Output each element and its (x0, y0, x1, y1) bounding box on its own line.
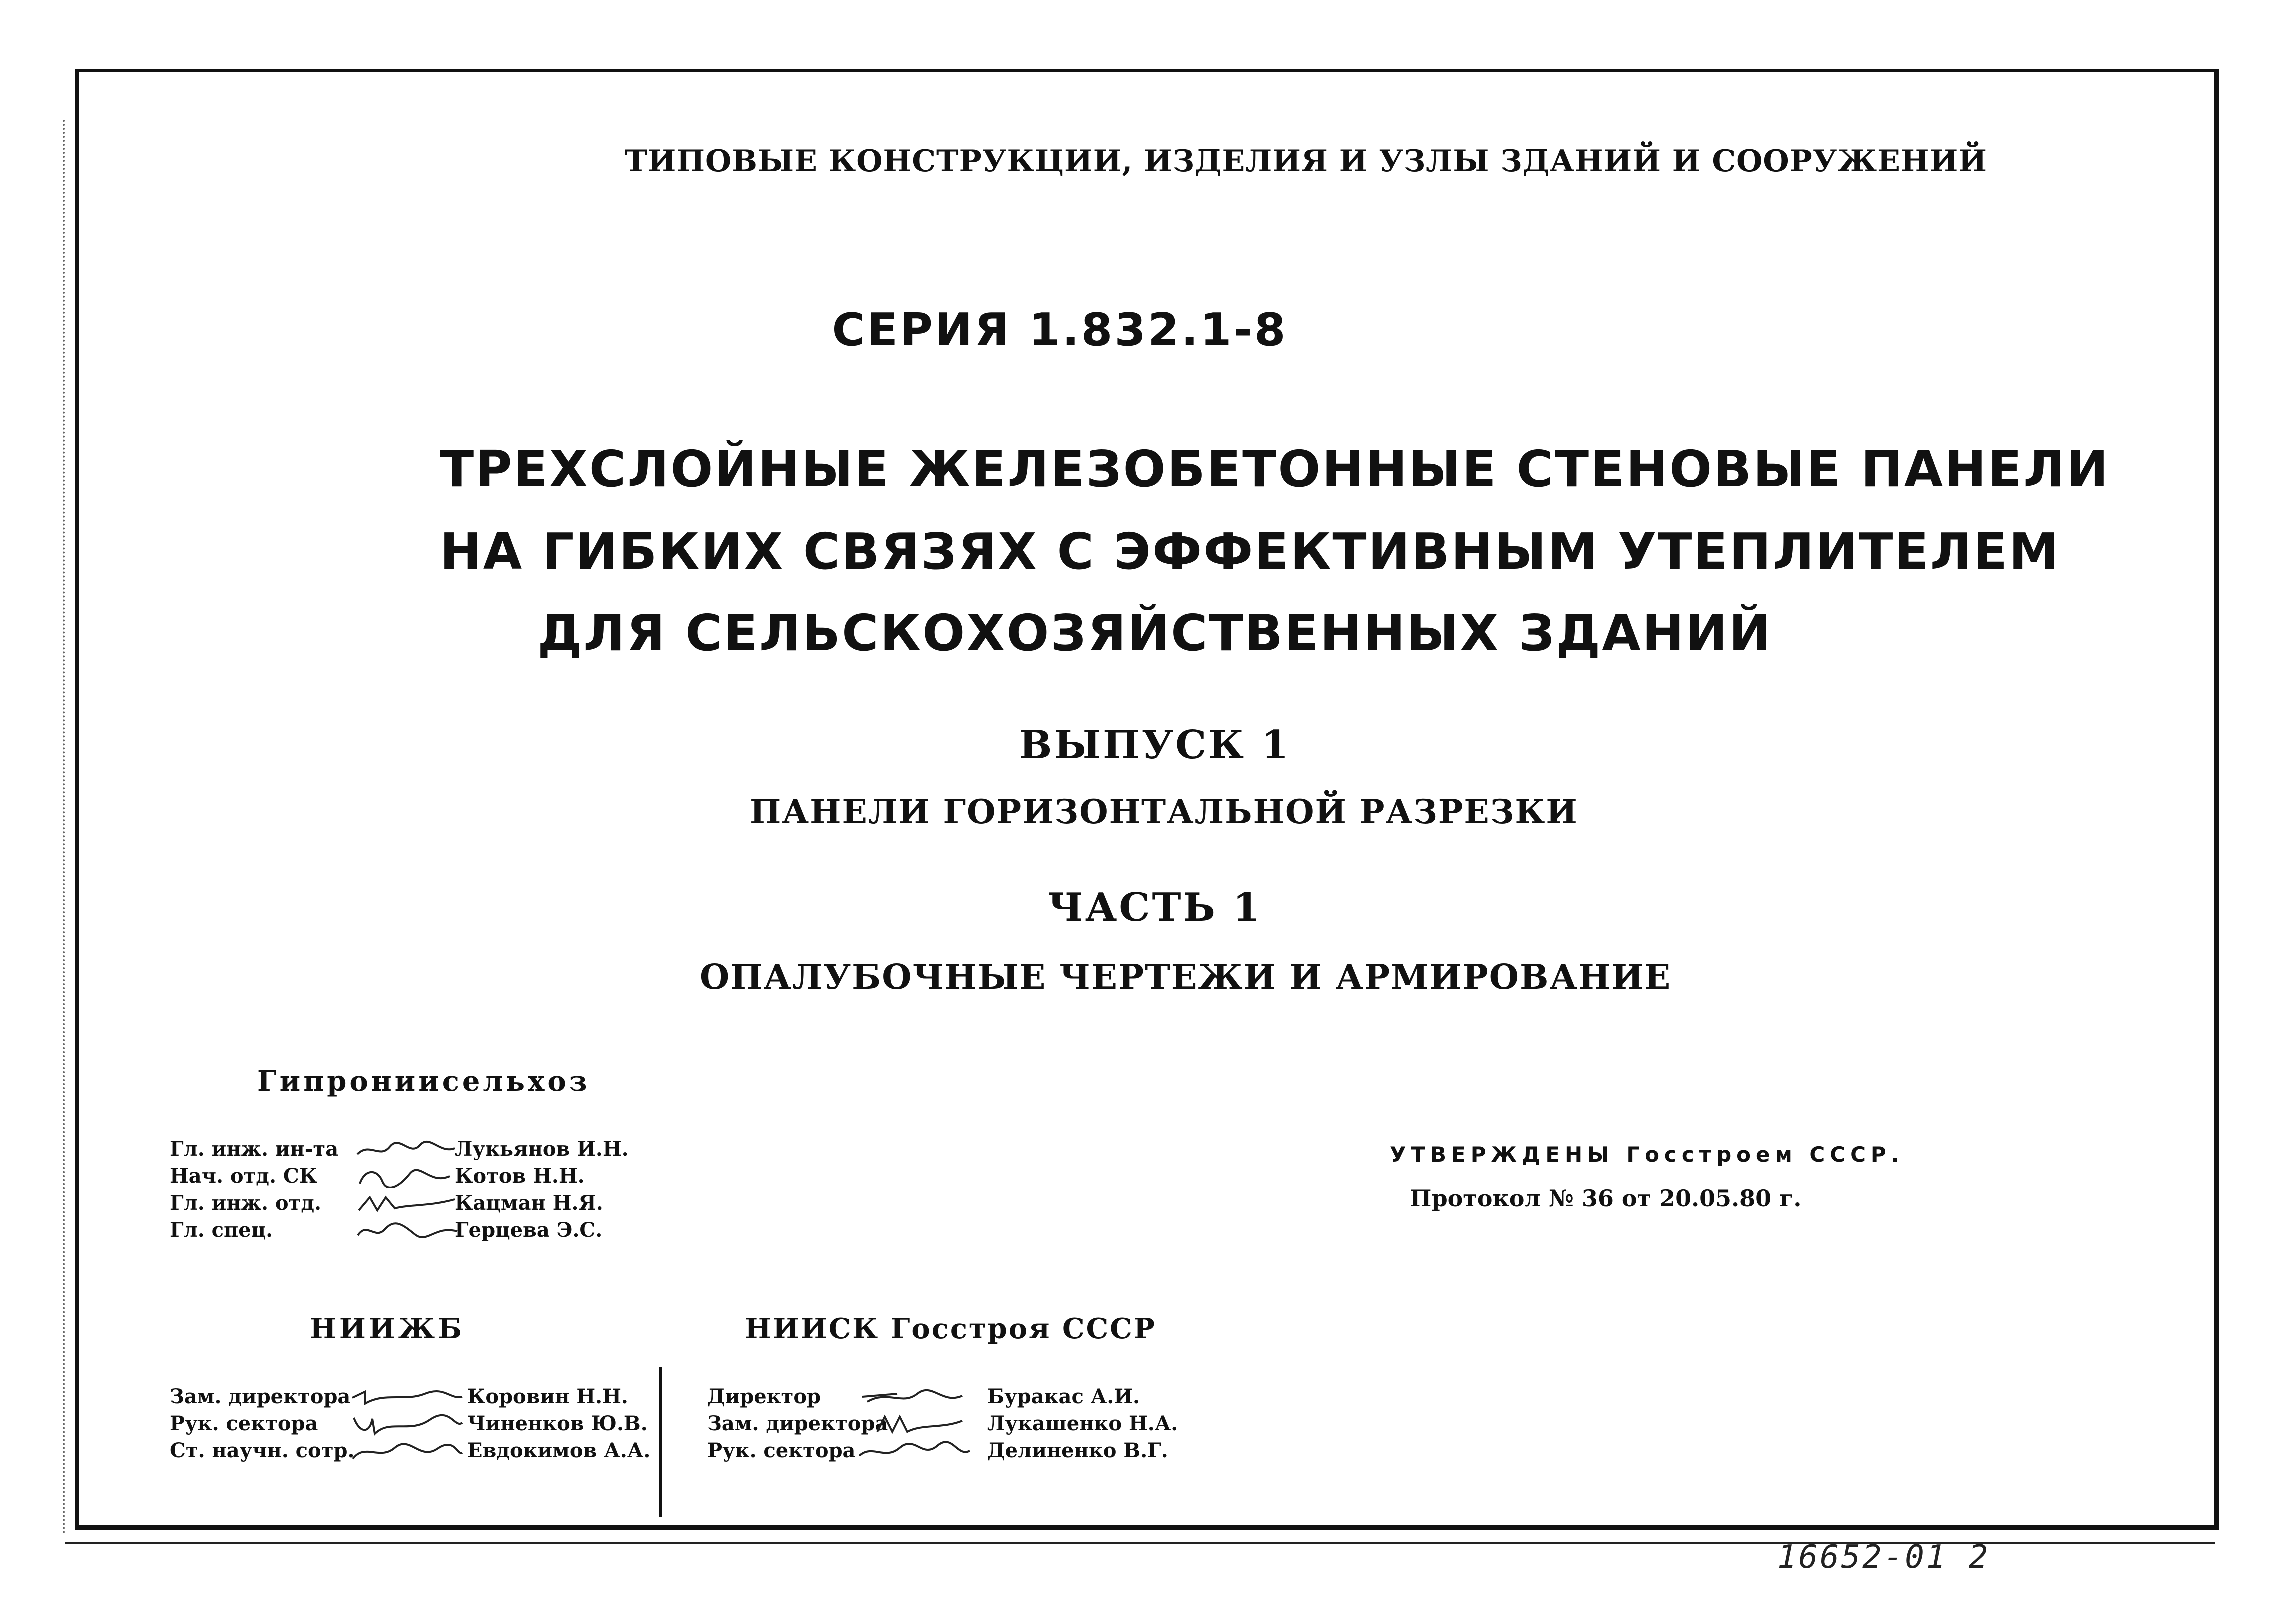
issue-subtitle: ПАНЕЛИ ГОРИЗОНТАЛЬНОЙ РАЗРЕЗКИ (750, 792, 1578, 831)
top-title: ТИПОВЫЕ КОНСТРУКЦИИ, ИЗДЕЛИЯ И УЗЛЫ ЗДАНИЙ И СООРУЖЕНИЙ (625, 144, 1987, 179)
series-number: СЕРИЯ 1.832.1-8 (832, 304, 1288, 356)
signature-icon (355, 1220, 470, 1242)
main-title-line-3: ДЛЯ СЕЛЬСКОХОЗЯЙСТВЕННЫХ ЗДАНИЙ (537, 604, 1772, 662)
issue-label: ВЫПУСК 1 (1019, 722, 1291, 768)
part-subtitle: ОПАЛУБОЧНЫЕ ЧЕРТЕЖИ И АРМИРОВАНИЕ (700, 957, 1672, 997)
staff-role: Рук. сектора (170, 1412, 318, 1435)
staff-name: Герцева Э.С. (455, 1218, 603, 1242)
staff-name: Лукашенко Н.А. (987, 1412, 1178, 1435)
staff-role: Гл. спец. (170, 1218, 273, 1242)
signature-icon (355, 1139, 470, 1161)
staff-name: Коровин Н.Н. (467, 1385, 628, 1408)
staff-name: Делиненко В.Г. (987, 1439, 1168, 1462)
main-title-line-2: НА ГИБКИХ СВЯЗЯХ С ЭФФЕКТИВНЫМ УТЕПЛИТЕЛЕМ (440, 522, 2060, 581)
staff-role: Рук. сектора (707, 1439, 856, 1462)
org-name-niisk: НИИСК Госстроя СССР (745, 1312, 1156, 1345)
signature-icon (350, 1441, 465, 1463)
staff-role: Зам. директора (170, 1385, 351, 1408)
org-name-giproniiselkhoz: Гипрониисельхоз (257, 1065, 590, 1098)
staff-role: Зам. директора (707, 1412, 888, 1435)
signature-icon (350, 1387, 465, 1409)
staff-role: Нач. отд. СК (170, 1164, 318, 1188)
approval-statement: УТВЕРЖДЕНЫ Госстроем СССР. (1390, 1142, 1904, 1167)
signature-icon (355, 1166, 470, 1188)
staff-role: Гл. инж. отд. (170, 1191, 321, 1215)
main-title-line-1: ТРЕХСЛОЙНЫЕ ЖЕЛЕЗОБЕТОННЫЕ СТЕНОВЫЕ ПАНЕЛИ (440, 440, 2110, 498)
approval-protocol: Протокол № 36 от 20.05.80 г. (1410, 1185, 1802, 1212)
signature-icon (857, 1387, 972, 1409)
binding-margin-line (63, 120, 67, 1535)
staff-name: Чиненков Ю.В. (467, 1412, 648, 1435)
signature-icon (355, 1193, 470, 1215)
staff-role: Ст. научн. сотр. (170, 1439, 355, 1462)
staff-name: Буракас А.И. (987, 1385, 1140, 1408)
staff-role: Директор (707, 1385, 821, 1408)
staff-name: Лукьянов И.Н. (455, 1137, 629, 1161)
staff-name: Кацман Н.Я. (455, 1191, 603, 1215)
organization-divider (659, 1367, 662, 1517)
signature-icon (857, 1441, 972, 1463)
signature-icon (857, 1414, 972, 1436)
part-label: ЧАСТЬ 1 (1047, 885, 1262, 930)
staff-name: Котов Н.Н. (455, 1164, 585, 1188)
staff-name: Евдокимов А.А. (467, 1439, 651, 1462)
staff-role: Гл. инж. ин-та (170, 1137, 339, 1161)
document-number-stamp: 16652-01 2 (1777, 1539, 1990, 1576)
org-name-niizhb: НИИЖБ (310, 1312, 465, 1345)
signature-icon (350, 1414, 465, 1436)
